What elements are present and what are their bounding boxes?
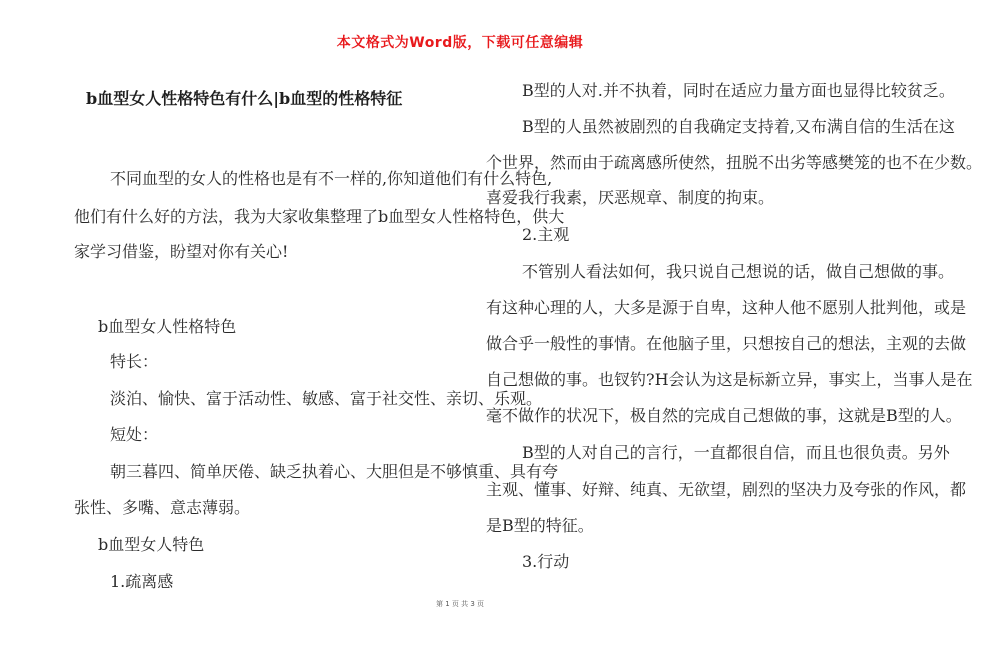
paragraph-line: 做合乎一般性的事情。在他脑子里，只想按自己的想法，主观的去做 bbox=[486, 334, 967, 353]
paragraph-line: 不管别人看法如何，我只说自己想说的话，做自己想做的事。 bbox=[522, 262, 955, 281]
paragraph-line: B型的人虽然被剧烈的自我确定支持着,又布满自信的生活在这 bbox=[522, 117, 955, 136]
subsection-heading: 2.主观 bbox=[522, 225, 570, 244]
paragraph-line: 自己想做的事。也钗钓?H会认为这是标新立异，事实上，当事人是在 bbox=[486, 370, 973, 389]
paragraph-line: 不同血型的女人的性格也是有不一样的,你知道他们有什么特色, bbox=[110, 169, 553, 188]
paragraph-line: 张性、多嘴、意志薄弱。 bbox=[74, 498, 251, 517]
document-title: b血型女人性格特色有什么|b血型的性格特征 bbox=[86, 89, 403, 108]
paragraph-line: 有这种心理的人，大多是源于自卑，这种人他不愿别人批判他，或是 bbox=[486, 298, 967, 317]
section-heading: b血型女人特色 bbox=[98, 535, 205, 554]
paragraph-line: 是B型的特征。 bbox=[486, 516, 594, 535]
paragraph-line: 喜爱我行我素，厌恶规章、制度的拘束。 bbox=[486, 188, 775, 207]
paragraph-line: 特长： bbox=[110, 352, 159, 371]
page-number-footer: 第 1 页 共 3 页 bbox=[435, 600, 485, 608]
paragraph-line: 个世界，然而由于疏离感所使然，扭脱不出劣等感樊笼的也不在少数。 bbox=[486, 153, 982, 172]
paragraph-line: 朝三暮四、简单厌倦、缺乏执着心、大胆但是不够慎重、具有夸 bbox=[110, 462, 559, 481]
paragraph-line: B型的人对自己的言行，一直都很自信，而且也很负责。另外 bbox=[522, 443, 950, 462]
section-heading: b血型女人性格特色 bbox=[98, 317, 237, 336]
paragraph-line: 主观、懂事、好辩、纯真、无欲望，剧烈的坚决力及夸张的作风，都 bbox=[486, 480, 967, 499]
paragraph-line: 毫不做作的状况下，极自然的完成自己想做的事，这就是B型的人。 bbox=[486, 406, 962, 425]
subsection-heading: 3.行动 bbox=[522, 552, 570, 571]
paragraph-line: 短处： bbox=[110, 425, 159, 444]
subsection-heading: 1.疏离感 bbox=[110, 572, 174, 591]
paragraph-line: 淡泊、愉快、富于活动性、敏感、富于社交性、亲切、乐观。 bbox=[110, 389, 543, 408]
paragraph-line: B型的人对.并不执着，同时在适应力量方面也显得比较贫乏。 bbox=[522, 81, 955, 100]
paragraph-line: 家学习借鉴，盼望对你有关心! bbox=[74, 242, 289, 261]
paragraph-line: 他们有什么好的方法，我为大家收集整理了b血型女人性格特色，供大 bbox=[74, 207, 565, 226]
watermark-banner: 本文格式为Word版，下载可任意编辑 bbox=[336, 35, 584, 51]
